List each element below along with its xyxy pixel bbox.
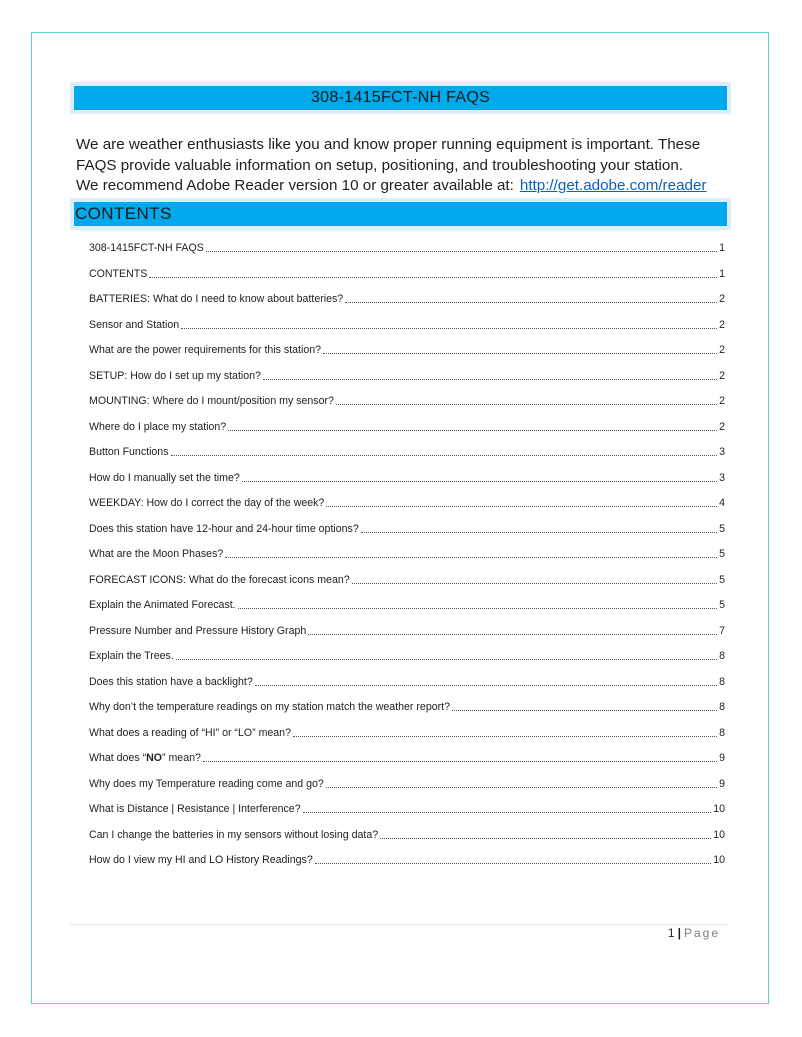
- toc-entry[interactable]: [89, 391, 725, 407]
- toc-entry-label: Explain the Animated Forecast.: [89, 599, 236, 611]
- toc-entry[interactable]: [89, 774, 725, 790]
- toc-entry-page: 10: [713, 803, 725, 815]
- footer-divider: [70, 924, 728, 925]
- toc-entry-label: Can I change the batteries in my sensors without losing data?: [89, 828, 379, 841]
- toc-dot-leader: [149, 276, 717, 278]
- toc-dot-leader: [255, 684, 717, 686]
- toc-entry-label: What are the power requirements for this station?: [89, 344, 321, 356]
- toc-entry-label: SETUP: How do I set up my station?: [89, 369, 261, 382]
- toc-entry-page: 8: [719, 650, 725, 662]
- toc-entry[interactable]: [89, 315, 725, 331]
- toc-dot-leader: [238, 607, 717, 609]
- title-banner: [70, 82, 731, 114]
- toc-dot-leader: [315, 862, 711, 864]
- page-footer: [668, 926, 720, 940]
- toc-entry-label: WEEKDAY: How do I correct the day of the week?: [89, 497, 325, 509]
- toc-dot-leader: [263, 378, 717, 380]
- toc-entry[interactable]: [89, 519, 725, 535]
- toc-entry-page: 8: [719, 726, 725, 739]
- toc-dot-leader: [206, 250, 717, 252]
- toc-dot-leader: [171, 454, 718, 456]
- toc-entry-page: 10: [713, 828, 725, 841]
- toc-entry-page: 2: [719, 420, 725, 433]
- toc-entry[interactable]: [89, 646, 725, 662]
- toc-dot-leader: [228, 429, 717, 431]
- intro-paragraph: [76, 135, 736, 197]
- toc-entry-label: Does this station have 12-hour and 24-hour time options?: [89, 522, 359, 535]
- toc-dot-leader: [345, 301, 717, 303]
- toc-entry-label: Explain the Trees.: [89, 650, 174, 662]
- toc-entry[interactable]: [89, 289, 725, 305]
- intro-line-1: We are weather enthusiasts like you and know proper running equipment is important. These: [76, 136, 701, 153]
- toc-dot-leader: [361, 531, 717, 533]
- document-title: 308-1415FCT-NH FAQS: [74, 86, 727, 110]
- toc-dot-leader: [242, 480, 717, 482]
- toc-entry[interactable]: [89, 621, 725, 637]
- toc-dot-leader: [293, 735, 717, 737]
- toc-entry-page: 1: [719, 267, 725, 280]
- toc-entry-label: Does this station have a backlight?: [89, 675, 253, 688]
- toc-entry-page: 2: [719, 395, 725, 407]
- toc-entry[interactable]: [89, 825, 725, 841]
- toc-entry-page: 2: [719, 293, 725, 305]
- toc-entry[interactable]: [89, 697, 725, 713]
- toc-entry-label: What does a reading of “HI” or “LO” mean?: [89, 726, 291, 739]
- toc-entry-label-part: What does “: [89, 752, 147, 764]
- toc-entry[interactable]: [89, 366, 725, 382]
- toc-dot-leader: [380, 837, 711, 839]
- toc-dot-leader: [181, 327, 717, 329]
- toc-entry-label: What are the Moon Phases?: [89, 548, 224, 560]
- toc-dot-leader: [323, 352, 717, 354]
- contents-banner: [70, 198, 731, 230]
- toc-entry-page: 9: [719, 752, 725, 764]
- toc-entry-page: 10: [713, 854, 725, 866]
- toc-entry-page: 4: [719, 497, 725, 509]
- toc-entry-label: Why does my Temperature reading come and go?: [89, 777, 324, 790]
- toc-entry[interactable]: [89, 570, 725, 586]
- contents-heading: CONTENTS: [74, 202, 727, 226]
- toc-entry-label: How do I manually set the time?: [89, 471, 240, 484]
- toc-entry[interactable]: [89, 493, 725, 509]
- toc-dot-leader: [176, 658, 717, 660]
- toc-entry-page: 5: [719, 573, 725, 586]
- toc-entry-label: Why don’t the temperature readings on my station match the weather report?: [89, 701, 450, 713]
- toc-entry-page: 8: [719, 701, 725, 713]
- toc-dot-leader: [326, 505, 717, 507]
- toc-entry-label: MOUNTING: Where do I mount/position my sensor?: [89, 395, 334, 407]
- toc-entry[interactable]: [89, 799, 725, 815]
- toc-dot-leader: [452, 709, 717, 711]
- toc-entry-label: 308-1415FCT-NH FAQS: [89, 242, 204, 254]
- toc-dot-leader: [225, 556, 717, 558]
- toc-dot-leader: [326, 786, 717, 788]
- toc-entry-page: 8: [719, 675, 725, 688]
- toc-entry[interactable]: [89, 723, 725, 739]
- toc-entry[interactable]: [89, 850, 725, 866]
- intro-line-3: [76, 176, 736, 197]
- toc-entry-label: [89, 752, 201, 764]
- toc-entry-label: Pressure Number and Pressure History Graph: [89, 624, 307, 637]
- toc-entry[interactable]: [89, 417, 725, 433]
- toc-entry[interactable]: [89, 672, 725, 688]
- toc-dot-leader: [308, 633, 717, 635]
- toc-entry-page: 5: [719, 599, 725, 611]
- toc-dot-leader: [352, 582, 717, 584]
- footer-separator: |: [677, 926, 681, 940]
- toc-entry[interactable]: [89, 264, 725, 280]
- toc-entry-label-bold: NO: [146, 752, 163, 764]
- toc-dot-leader: [303, 811, 712, 813]
- toc-entry[interactable]: [89, 468, 725, 484]
- toc-entry-page: 9: [719, 777, 725, 790]
- toc-entry-page: 3: [719, 446, 725, 458]
- toc-entry-label: Button Functions: [89, 446, 169, 458]
- toc-entry[interactable]: [89, 442, 725, 458]
- toc-dot-leader: [336, 403, 717, 405]
- toc-entry[interactable]: [89, 238, 725, 254]
- toc-entry-page: 2: [719, 318, 725, 331]
- intro-line-2: FAQS provide valuable information on setup, positioning, and troubleshooting your station.: [76, 156, 684, 174]
- toc-entry-label: CONTENTS: [89, 267, 148, 280]
- toc-entry[interactable]: [89, 748, 725, 764]
- toc-entry-label: What is Distance | Resistance | Interference?: [89, 803, 301, 815]
- toc-entry-page: 7: [719, 624, 725, 637]
- toc-entry-label: How do I view my HI and LO History Readings?: [89, 854, 313, 866]
- toc-entry-page: 5: [719, 522, 725, 535]
- toc-entry[interactable]: [89, 595, 725, 611]
- toc-entry-label-part: ” mean?: [162, 752, 201, 764]
- toc-entry-page: 3: [719, 471, 725, 484]
- toc-entry-page: 2: [719, 344, 725, 356]
- adobe-reader-link[interactable]: http://get.adobe.com/reader: [519, 177, 707, 194]
- toc-entry[interactable]: [89, 340, 725, 356]
- toc-entry-page: 1: [719, 242, 725, 254]
- toc-entry-page: 5: [719, 548, 725, 560]
- toc-entry-page: 2: [719, 369, 725, 382]
- toc-entry-label: FORECAST ICONS: What do the forecast icons mean?: [89, 573, 350, 586]
- toc-entry-label: Sensor and Station: [89, 318, 180, 331]
- toc-entry[interactable]: [89, 544, 725, 560]
- toc-dot-leader: [203, 760, 717, 762]
- intro-line-3-text: We recommend Adobe Reader version 10 or greater available at:: [76, 177, 514, 194]
- toc-entry-label: Where do I place my station?: [89, 420, 227, 433]
- toc-entry-label: BATTERIES: What do I need to know about batteries?: [89, 293, 344, 305]
- footer-page-number: 1: [667, 926, 675, 940]
- footer-page-word: Page: [683, 926, 720, 940]
